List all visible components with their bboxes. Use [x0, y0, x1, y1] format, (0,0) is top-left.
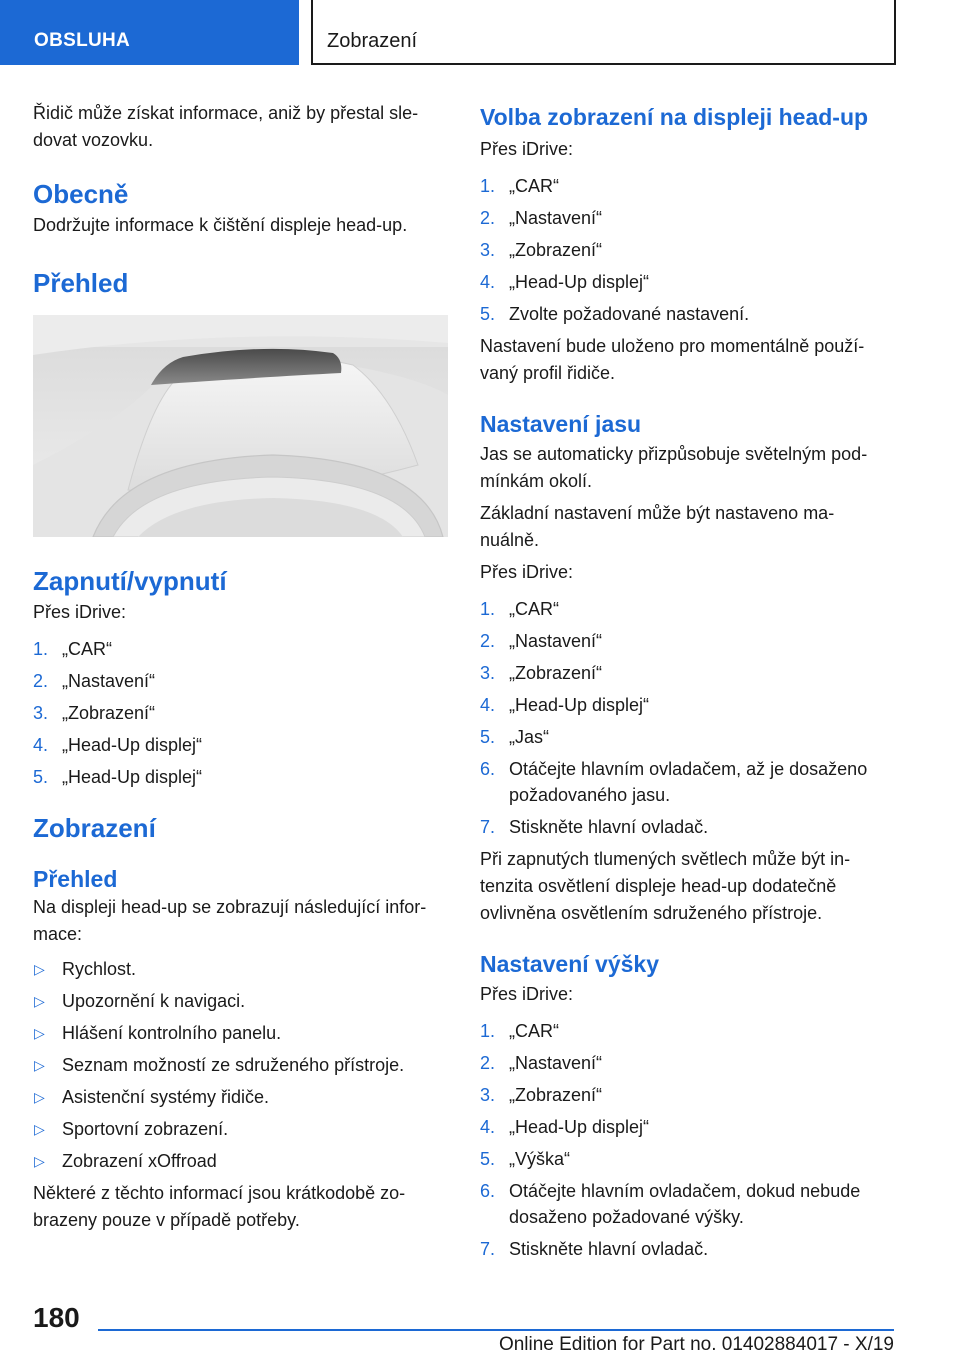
page-number: 180: [33, 1302, 80, 1333]
list-item: 3. „Zobrazení“: [480, 663, 603, 683]
list-item: 4. „Head-Up displej“: [480, 272, 650, 292]
choose-note: Nastavení bude uloženo pro momentálně použí‐ vaný profil řidiče.: [480, 336, 865, 383]
footer-edition: Online Edition for Part no. 01402884017 - X/19: [498, 1334, 894, 1355]
brightness-steps: [480, 596, 895, 840]
list-item: 6. Otáčejte hlavním ovladačem, až je dosaženo požadovaného jasu.: [480, 759, 868, 805]
list-item: 4. „Head-Up displej“: [33, 735, 203, 755]
list-item: 7. Stiskněte hlavní ovladač.: [480, 817, 709, 837]
list-item: 1. „CAR“: [480, 1021, 559, 1041]
heading-general: Obecně: [33, 179, 129, 209]
on-off-steps: [33, 636, 448, 790]
display-paragraph: Na displeji head-up se zobrazují následující infor‐ mace:: [33, 897, 427, 944]
brightness-via: Přes iDrive:: [480, 562, 574, 582]
section-label: OBSLUHA: [34, 30, 131, 51]
list-item: 5. „Výška“: [480, 1149, 571, 1169]
head-up-display-photo: [33, 315, 448, 537]
list-item: ▷ Upozornění k navigaci.: [33, 988, 448, 1014]
triangle-bullet-icon: ▷: [34, 1057, 45, 1073]
triangle-bullet-icon: ▷: [34, 993, 45, 1009]
list-item: ▷ Asistenční systémy řidiče.: [33, 1084, 448, 1110]
list-item: 2. „Nastavení“: [480, 631, 603, 651]
brightness-note: Při zapnutých tlumených světlech může být in‐ tenzita osvětlení displeje head-up dodatečně ovlivněna osvětlením sdruženého přístroje.: [480, 849, 851, 923]
list-item: 1. „CAR“: [480, 599, 559, 619]
heading-brightness: Nastavení jasu: [480, 411, 642, 437]
heading-height: Nastavení výšky: [480, 951, 660, 977]
footer-divider: [98, 1329, 894, 1331]
list-item: 3. „Zobrazení“: [480, 240, 603, 260]
triangle-bullet-icon: ▷: [34, 1121, 45, 1137]
list-item: 2. „Nastavení“: [480, 208, 603, 228]
brightness-p2: Základní nastavení může být nastaveno ma‐ nuálně.: [480, 503, 835, 550]
list-item: 1. „CAR“: [480, 176, 559, 196]
list-item: 4. „Head-Up displej“: [480, 1117, 650, 1137]
left-column: [33, 100, 448, 1239]
chapter-label: Zobrazení: [327, 30, 418, 52]
list-item: ▷ Seznam možností ze sdruženého přístroje.: [33, 1052, 448, 1078]
choose-via: Přes iDrive:: [480, 139, 574, 159]
right-column: [480, 100, 895, 1268]
section-tab: [0, 0, 299, 65]
subheading-display-overview: Přehled: [33, 866, 118, 892]
heading-display: Zobrazení: [33, 813, 156, 843]
list-item: 5. „Head-Up displej“: [33, 767, 203, 787]
list-item: 2. „Nastavení“: [33, 671, 156, 691]
list-item: 2. „Nastavení“: [480, 1053, 603, 1073]
brightness-p1: Jas se automaticky přizpůsobuje světelným pod‐ mínkám okolí.: [480, 444, 868, 491]
list-item: ▷ Sportovní zobrazení.: [33, 1116, 448, 1142]
triangle-bullet-icon: ▷: [34, 1153, 45, 1169]
on-off-via: Přes iDrive:: [33, 602, 127, 622]
list-item: 5. „Jas“: [480, 727, 549, 747]
triangle-bullet-icon: ▷: [34, 961, 45, 977]
list-item: 3. „Zobrazení“: [480, 1085, 603, 1105]
height-steps: [480, 1018, 895, 1262]
list-item: 4. „Head-Up displej“: [480, 695, 650, 715]
list-item: ▷ Zobrazení xOffroad: [33, 1148, 448, 1174]
list-item: ▷ Rychlost.: [33, 956, 448, 982]
intro-paragraph: Řidič může získat informace, aniž by přestal sle‐ dovat vozovku.: [33, 103, 419, 150]
list-item: 7. Stiskněte hlavní ovladač.: [480, 1239, 709, 1259]
heading-on-off: Zapnutí/vypnutí: [33, 566, 227, 596]
choose-steps: [480, 173, 895, 327]
triangle-bullet-icon: ▷: [34, 1025, 45, 1041]
list-item: ▷ Hlášení kontrolního panelu.: [33, 1020, 448, 1046]
list-item: 5. Zvolte požadované nastavení.: [480, 304, 750, 324]
heading-choose-display: Volba zobrazení na displeji head-up: [480, 104, 869, 130]
list-item: 6. Otáčejte hlavním ovladačem, dokud nebude dosaženo požadované výšky.: [480, 1181, 861, 1227]
height-via: Přes iDrive:: [480, 984, 574, 1004]
heading-overview: Přehled: [33, 268, 129, 298]
display-note: Některé z těchto informací jsou krátkodobě zo‐ brazeny pouze v případě potřeby.: [33, 1183, 406, 1230]
list-item: 1. „CAR“: [33, 639, 112, 659]
display-items: [33, 956, 448, 1174]
triangle-bullet-icon: ▷: [34, 1089, 45, 1105]
list-item: 3. „Zobrazení“: [33, 703, 156, 723]
chapter-tab: [311, 0, 896, 65]
general-paragraph: Dodržujte informace k čištění displeje head-up.: [33, 215, 408, 235]
